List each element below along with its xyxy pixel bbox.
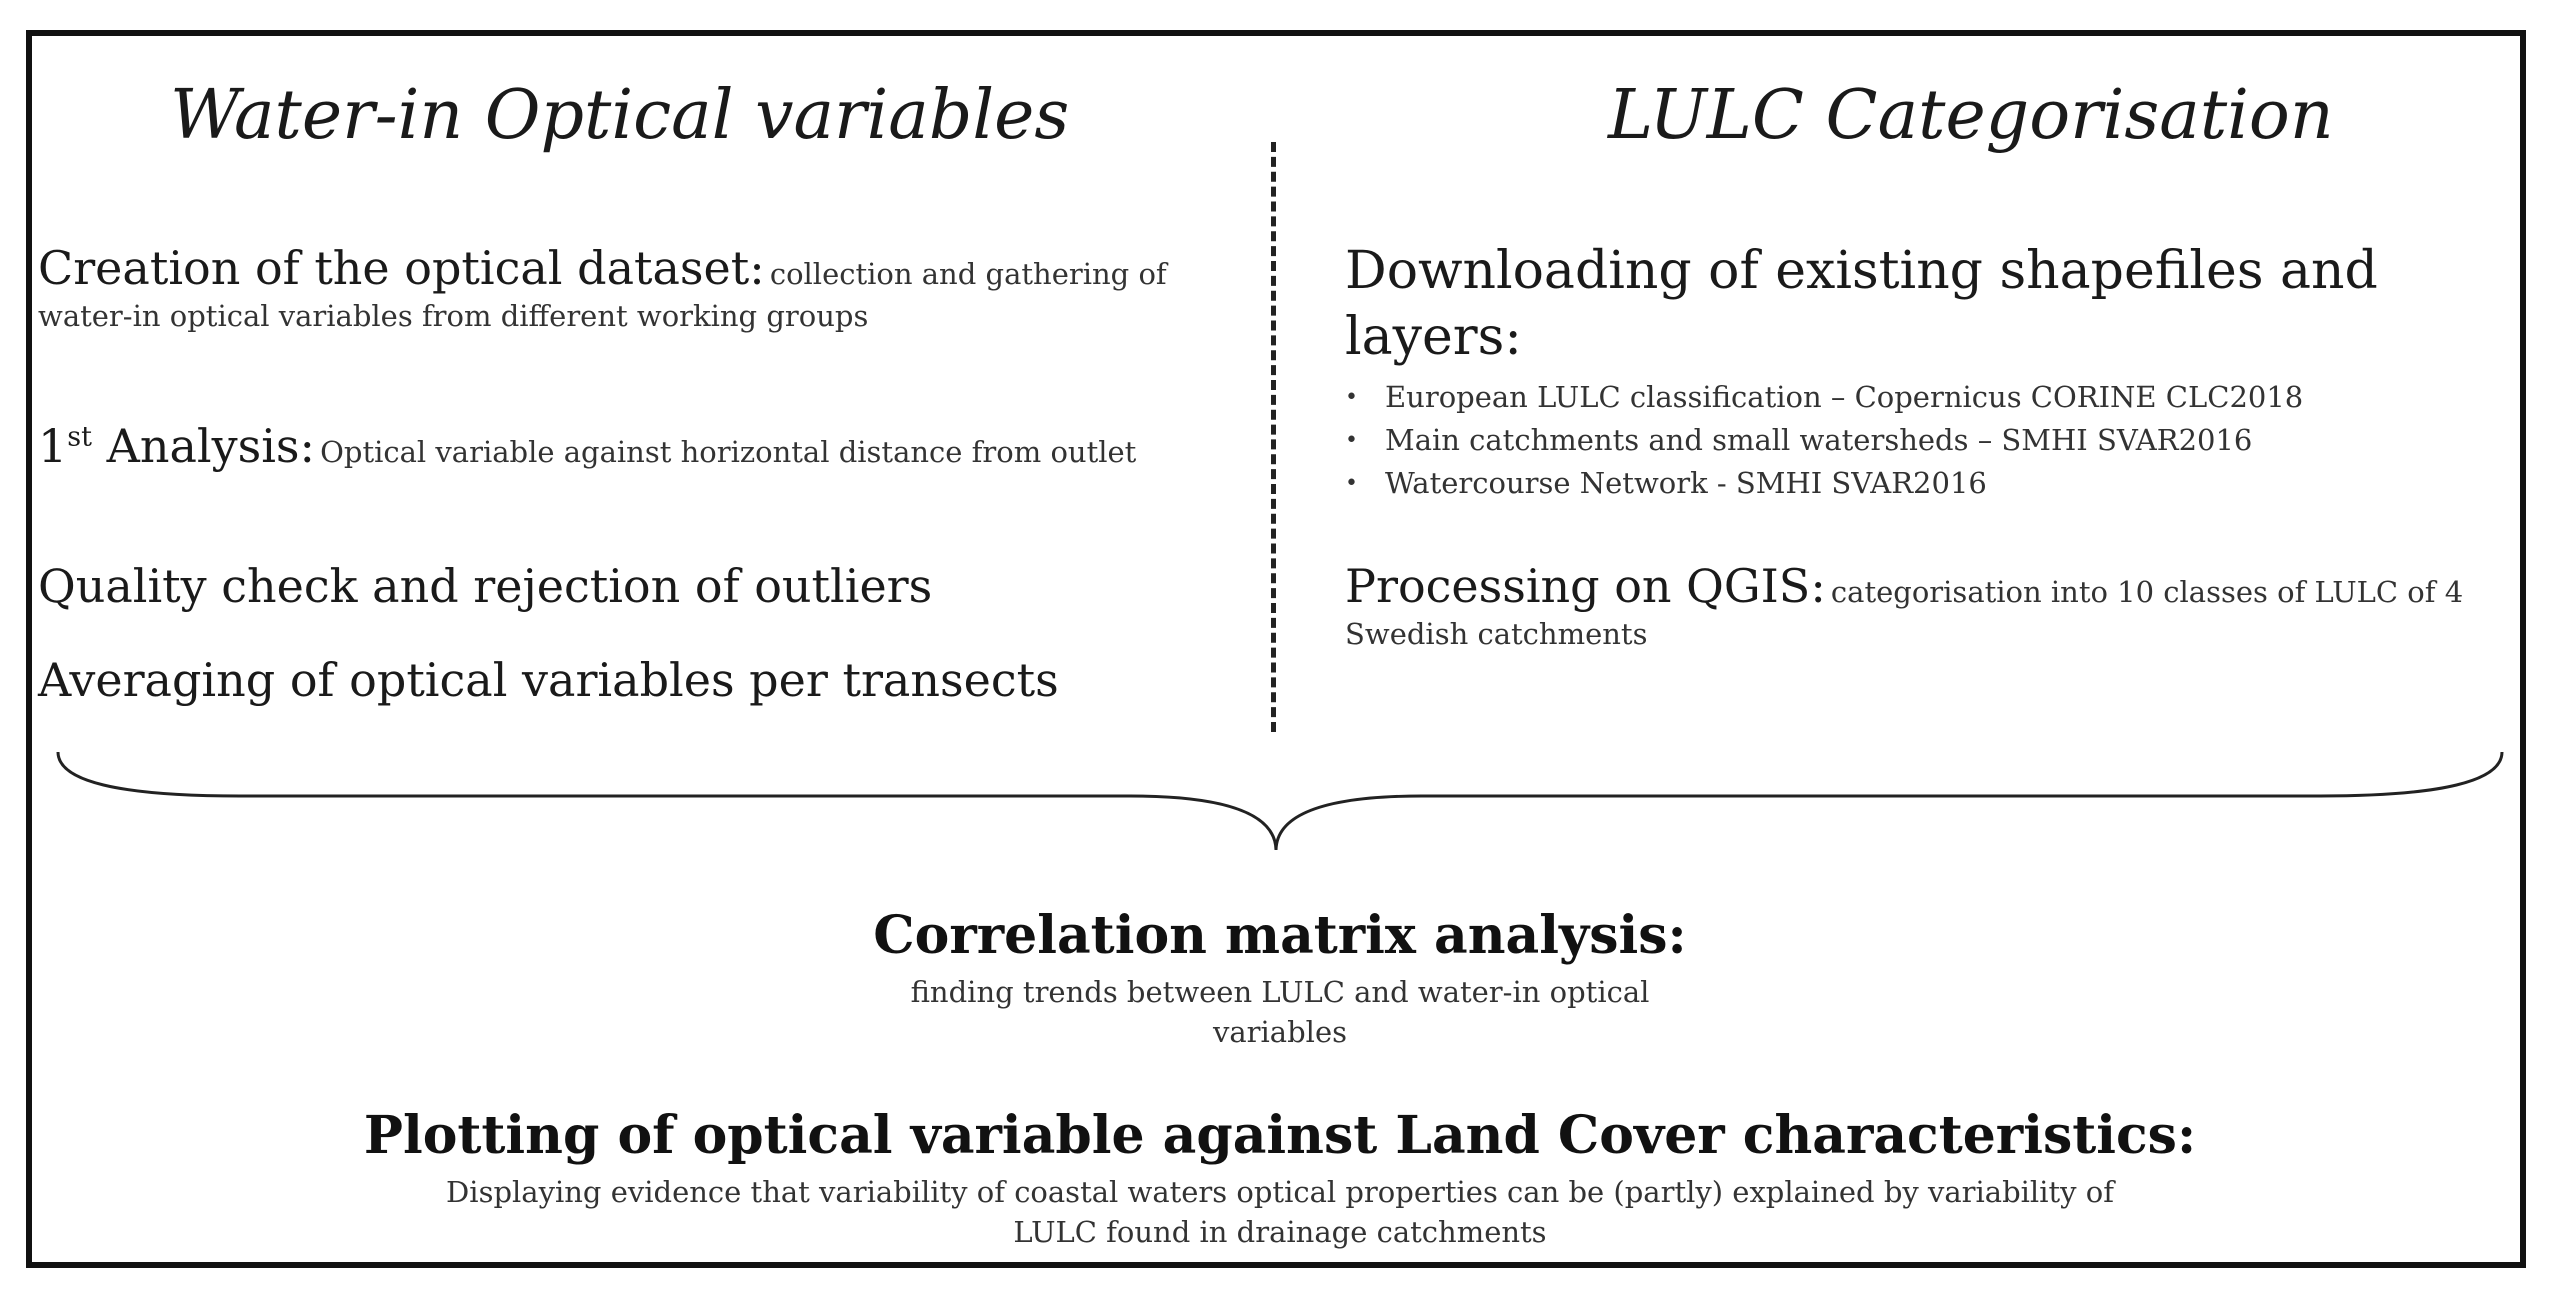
step-create-dataset-title: Creation of the optical dataset: (38, 241, 765, 295)
source-item-catchments: • Main catchments and small watersheds – SMHI SVAR2016 (1345, 419, 2303, 462)
correlation-title: Correlation matrix analysis: (873, 905, 1687, 966)
bullet-icon: • (1345, 428, 1358, 453)
step-first-analysis-number: 1 (38, 419, 68, 473)
step-first-analysis-detail: Optical variable against horizontal distance from outlet (320, 435, 1137, 469)
source-list (1345, 376, 2303, 505)
step-first-analysis (38, 418, 1138, 476)
left-heading: Water-in Optical variables (170, 76, 1070, 155)
plotting-detail-line-1: Displaying evidence that variability of coastal waters optical properties can be (partly) explained by variability of (446, 1175, 2114, 1209)
merge-brace (50, 740, 2510, 860)
step-quality-check: Quality check and rejection of outliers (38, 559, 933, 613)
step-first-analysis-title (38, 419, 315, 473)
correlation-detail-line-2: variables (1213, 1015, 1347, 1049)
step-create-dataset-detail: collection and gathering of water-in optical variables from different working groups (38, 257, 1167, 333)
source-item-corine: • European LULC classification – Copernicus CORINE CLC2018 (1345, 376, 2303, 419)
column-divider (1271, 142, 1276, 732)
step-processing-qgis-title: Processing on QGIS: (1345, 559, 1826, 613)
step-processing-qgis-detail: categorisation into 10 classes of LULC of 4 Swedish catchments (1345, 575, 2464, 651)
plotting-title: Plotting of optical variable against Land Cover characteristics: (363, 1105, 2197, 1166)
plotting-detail-line-2: LULC found in drainage catchments (1013, 1215, 1547, 1249)
step-averaging: Averaging of optical variables per transects (38, 653, 1059, 707)
step-first-analysis-label: Analysis: (106, 419, 316, 473)
step-create-dataset (38, 240, 1188, 334)
right-heading: LULC Categorisation (1608, 76, 2334, 155)
source-item-watercourse: • Watercourse Network - SMHI SVAR2016 (1345, 462, 2303, 505)
step-first-analysis-ordinal: st (67, 421, 92, 453)
download-title: Downloading of existing shapefiles and layers: (1345, 241, 2378, 368)
bullet-icon: • (1345, 385, 1358, 410)
step-processing-qgis (1345, 558, 2515, 652)
correlation-detail-line-1: finding trends between LULC and water-in optical (910, 975, 1650, 1009)
bullet-icon: • (1345, 471, 1358, 496)
